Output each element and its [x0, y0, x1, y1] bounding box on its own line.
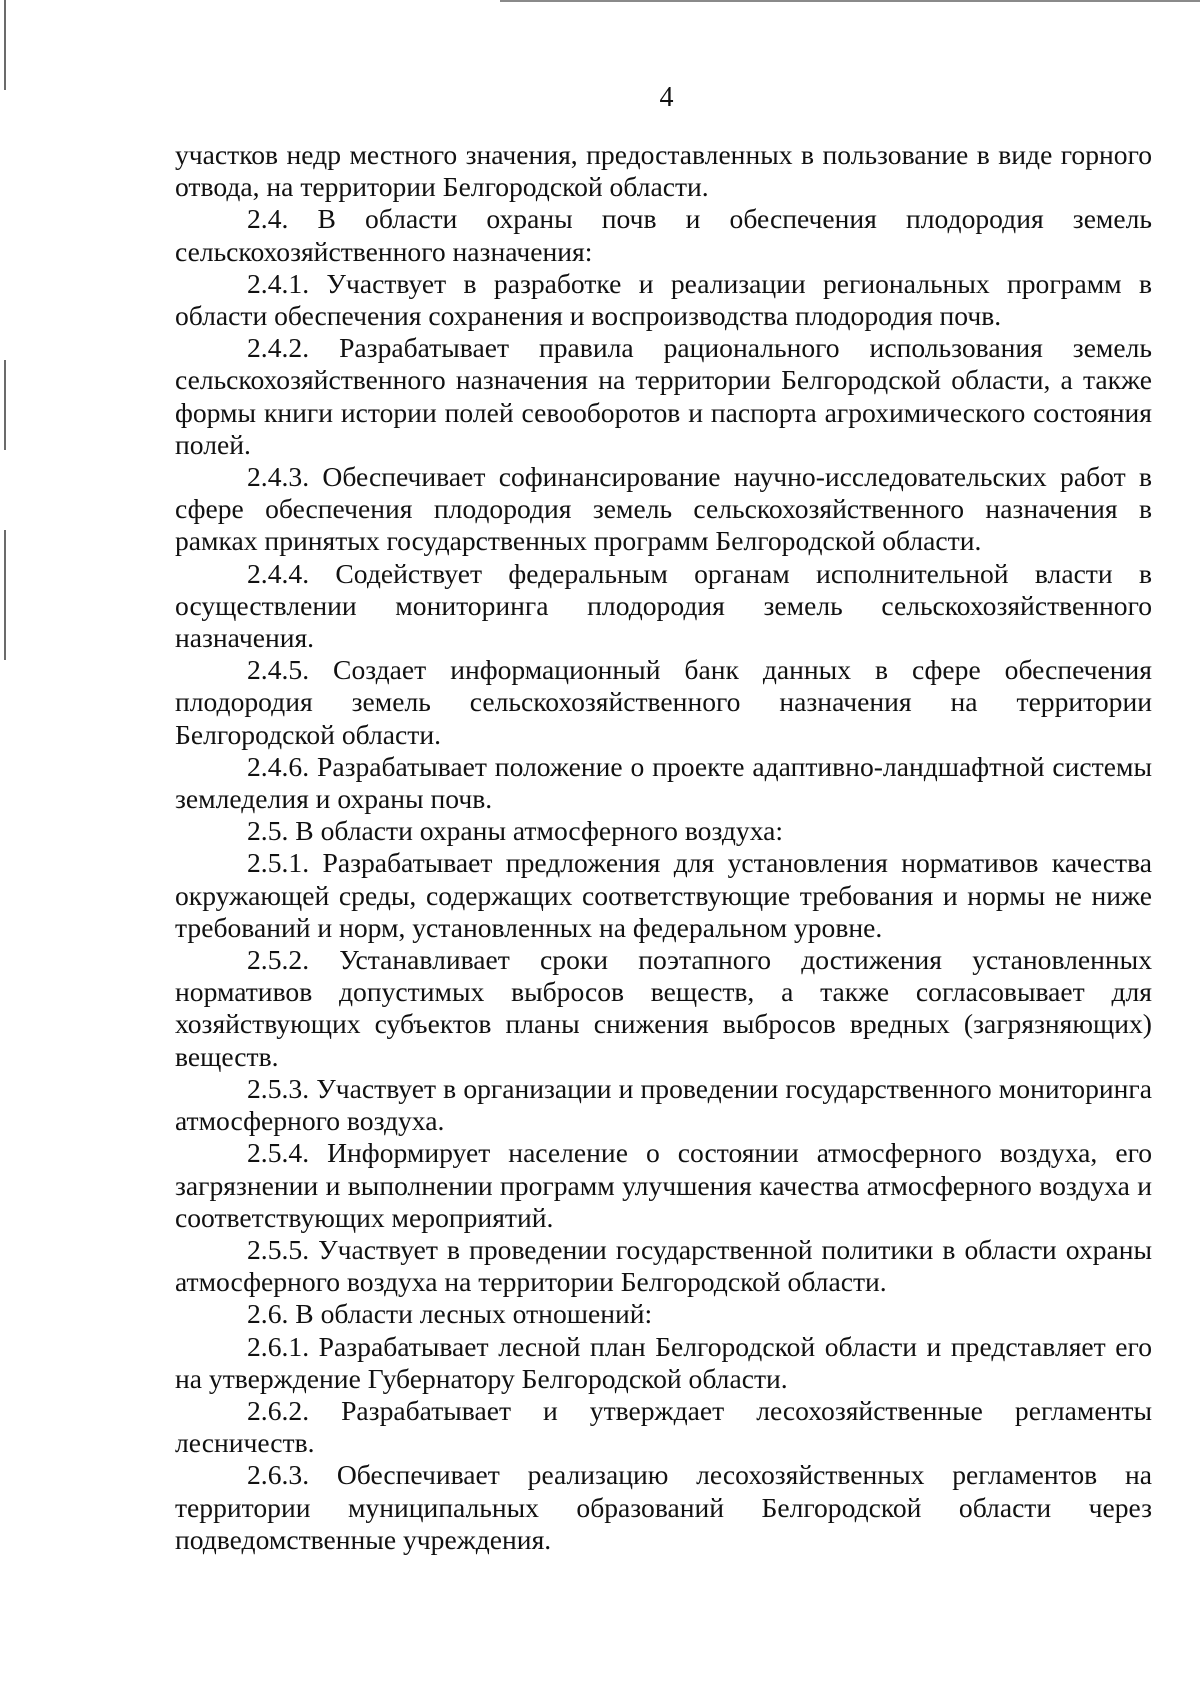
scan-edge-top [500, 0, 1200, 2]
paragraph: участков недр местного значения, предоставленных в пользование в виде горного отвода, на территории Белгородской области. [175, 139, 1152, 203]
paragraph: 2.5.2. Устанавливает сроки поэтапного достижения установленных нормативов допустимых выбросов веществ, а также согласовывает для хозяйствующих субъектов планы снижения выбросов вредных (загрязняющих) веществ. [175, 944, 1152, 1072]
paragraph: 2.4.4. Содействует федеральным органам исполнительной власти в осуществлении мониторинга плодородия земель сельскохозяйственного назначения. [175, 557, 1152, 654]
scan-edge-left-2 [4, 360, 6, 450]
paragraph: 2.4. В области охраны почв и обеспечения плодородия земель сельскохозяйственного назначения: [175, 203, 1152, 267]
paragraph: 2.6.2. Разрабатывает и утверждает лесохозяйственные регламенты лесничеств. [175, 1394, 1152, 1459]
paragraph: 2.5.5. Участвует в проведении государственной политики в области охраны атмосферного воздуха на территории Белгородской области. [175, 1233, 1152, 1298]
paragraph: 2.5.4. Информирует население о состоянии атмосферного воздуха, его загрязнении и выполнении программ улучшения качества атмосферного воздуха и соответствующих мероприятий. [175, 1137, 1152, 1233]
page-number: 4 [659, 82, 674, 113]
paragraph: 2.6.1. Разрабатывает лесной план Белгородской области и представляет его на утверждение Губернатору Белгородской области. [175, 1330, 1152, 1394]
paragraph: 2.5. В области охраны атмосферного воздуха: [247, 815, 784, 847]
paragraph: 2.4.6. Разрабатывает положение о проекте адаптивно-ландшафтной системы земледелия и охраны почв. [175, 750, 1152, 815]
scan-edge-left-3 [4, 530, 6, 660]
scan-edge-left-1 [4, 0, 6, 90]
paragraph: 2.5.1. Разрабатывает предложения для установления нормативов качества окружающей среды, содержащих соответствующие требования и нормы не ниже требований и норм, установленных на федеральном уровне. [175, 847, 1152, 943]
paragraph: 2.6. В области лесных отношений: [247, 1298, 653, 1330]
paragraph: 2.4.2. Разрабатывает правила рационального использования земель сельскохозяйственного назначения на территории Белгородской области, а также формы книги истории полей севооборотов и паспорта агрохимического состояния полей. [175, 332, 1152, 460]
document-body [175, 139, 1152, 1556]
paragraph: 2.6.3. Обеспечивает реализацию лесохозяйственных регламентов на территории муниципальных образований Белгородской области через подведомственные учреждения. [175, 1459, 1152, 1555]
paragraph: 2.5.3. Участвует в организации и проведении государственного мониторинга атмосферного воздуха. [175, 1072, 1152, 1137]
paragraph: 2.4.5. Создает информационный банк данных в сфере обеспечения плодородия земель сельскохозяйственного назначения на территории Белгородской области. [175, 654, 1152, 750]
paragraph: 2.4.3. Обеспечивает софинансирование научно-исследовательских работ в сфере обеспечения плодородия земель сельскохозяйственного назначения в рамках принятых государственных программ Белгородской области. [175, 461, 1152, 557]
paragraph: 2.4.1. Участвует в разработке и реализации региональных программ в области обеспечения сохранения и воспроизводства плодородия почв. [175, 267, 1152, 332]
